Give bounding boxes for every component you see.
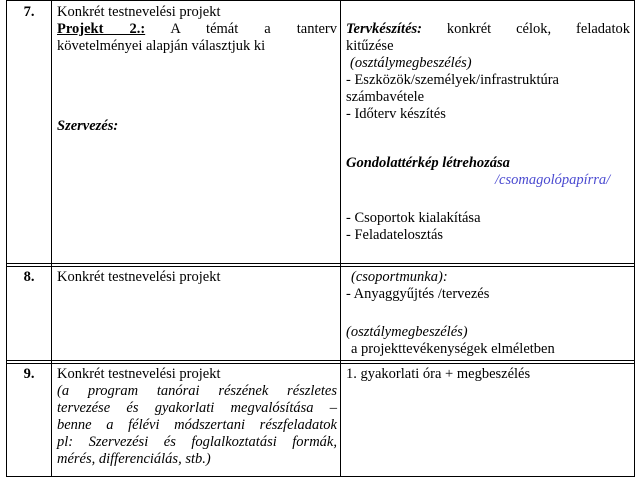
row-divider-8-9 (6, 360, 635, 361)
left-cell-row-9 (57, 366, 337, 468)
project-heading-line (57, 21, 337, 38)
program-description-line: mérés, differenciálás, stb.) (57, 451, 211, 467)
project-title: Konkrét testnevelési projekt (57, 4, 221, 20)
project-description-start: A témát a tanterv (170, 21, 337, 37)
right-cell-row-8-bottom (346, 324, 555, 358)
row-divider-7-8-b (6, 266, 635, 267)
left-cell-row-7 (57, 4, 337, 55)
project-label: Projekt 2.: (57, 21, 146, 37)
right-cell-row-7 (346, 21, 630, 123)
planning-label: Tervkészítés: (346, 21, 422, 37)
row-divider-8-9-b (6, 363, 635, 364)
program-description-line: tervezése és gyakorlati megvalósítása – (57, 400, 337, 416)
organization-label: Szervezés: (57, 118, 119, 134)
mindmap-note: /csomagolópapírra/ (495, 172, 611, 188)
row-number: 8. (23, 269, 35, 285)
schedule-item: - Időterv készítés (346, 106, 446, 122)
row-divider-7-8 (6, 263, 635, 264)
table-divider-content (340, 0, 341, 477)
class-discussion-label: (osztálymegbeszélés) (350, 55, 472, 71)
program-description-line: (a program tanórai részének részletes (57, 383, 337, 399)
program-description-line: pl: Szervezési és foglalkoztatási formák, (57, 434, 337, 450)
right-cell-row-8 (346, 269, 630, 303)
class-discussion-label: (osztálymegbeszélés) (346, 324, 468, 340)
planning-line (346, 21, 630, 38)
planning-text-end: kitűzése (346, 38, 394, 54)
row-number: 9. (23, 366, 35, 382)
table-border-right (634, 0, 635, 477)
table-border-left (6, 0, 7, 477)
tools-item: - Eszközök/személyek/infrastruktúra (346, 72, 559, 88)
row-number: 7. (23, 4, 35, 20)
program-description-line: benne a félévi módszertani részfeladatok (57, 417, 337, 433)
tools-item-cont: számbavétele (346, 89, 425, 105)
project-title: Konkrét testnevelési projekt (57, 366, 221, 382)
row-divider-top (6, 0, 635, 1)
collect-item: - Anyaggyűjtés /tervezés (346, 286, 490, 302)
groups-item: - Csoportok kialakítása (346, 210, 481, 226)
practice-item: 1. gyakorlati óra + megbeszélés (346, 366, 531, 382)
planning-text: konkrét célok, feladatok (446, 21, 631, 37)
tasks-item: - Feladatelosztás (346, 227, 444, 243)
theory-line: a projekttevékenységek elméletben (351, 341, 555, 357)
group-work-label: (csoportmunka): (351, 269, 448, 285)
right-cell-row-7-bottom (346, 210, 481, 244)
project-description-end: követelményei alapján választjuk ki (57, 38, 266, 54)
project-title: Konkrét testnevelési projekt (57, 269, 221, 285)
table-divider-number (51, 0, 52, 477)
mindmap-label: Gondolattérkép létrehozása (346, 155, 510, 171)
